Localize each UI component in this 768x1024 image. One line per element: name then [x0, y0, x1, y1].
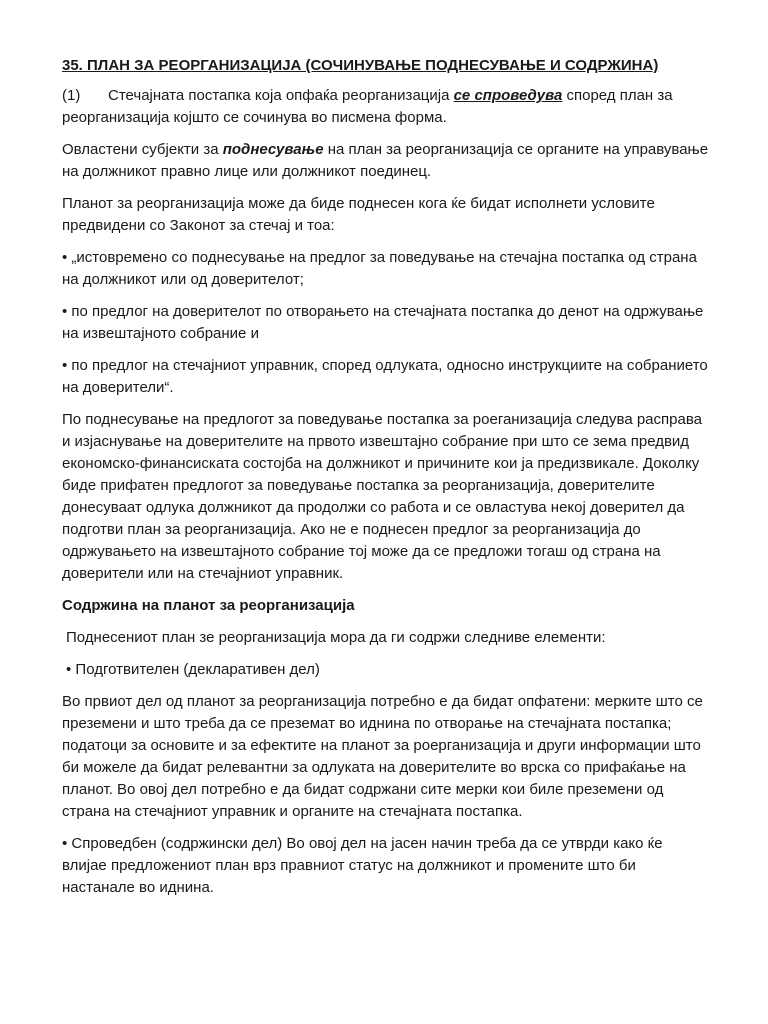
paragraph-4: По поднесување на предлогот за поведување постапка за роеганизација следува расправа и изјаснување на доверителите на првото извештајно собрание при што се зема предвид економско-финансиската состојба на должникот и причините кои ја предизвикале. Доколку биде прифатен предлогот за поведување постапка за реорганизација, доверителите донесуваат одлука должникот да продолжи со работа и се овластува некој доверител да подготви план за реорганизација. Ако не е поднесен предлог за реорганизација до одржувањето на извештајното собрание тој може да се предложи тогаш од страна на доверители или на стечајниот управник. [62, 411, 702, 582]
paragraph-5: Поднесениот план зе реорганизација мора да ги содржи следниве елементи: [66, 629, 606, 646]
paragraph-1 [62, 85, 710, 129]
page-title: 35. ПЛАН ЗА РЕОРГАНИЗАЦИЈА (СОЧИНУВАЊЕ ПОДНЕСУВАЊЕ И СОДРЖИНА) [62, 57, 659, 74]
bullet-item: • по предлог на доверителот по отворањето на стечајната постапка до денот на одржување на извештајното собрание и [62, 303, 704, 342]
paragraph-7: • Спроведбен (содржински дел) Во овој дел на јасен начин треба да се утврди како ќе влијае предложениот план врз правниот статус на должникот и промените што би настанале во иднина. [62, 835, 663, 896]
bullet-item-preparatory: • Подготвителен (декларативен дел) [66, 661, 320, 678]
bullet-item: • по предлог на стечајниот управник, според одлуката, односно инструкциите на собранието на доверители“. [62, 357, 708, 396]
paragraph-2-text-b: на план за реорганизација се органите на управување на должникот правно лице или должникот поединец. [62, 141, 709, 180]
paragraph-3: Планот за реорганизација може да биде поднесен кога ќе бидат исполнети условите предвидени со Законот за стечај и тоа: [62, 195, 655, 234]
paragraph-2-text-a: Овластени субјекти за [62, 141, 223, 158]
paragraph-6: Во првиот дел од планот за реорганизација потребно е да бидат опфатени: мерките што се преземени и што треба да се преземат во иднина по отворање на стечајната постапка; податоци за основите и за ефектите на планот за роерганизација и други информации што би можеле да бидат релевантни за одлуката на доверителите во врска со прифаќање на планот. Во овој дел потребно е да бидат содржани сите мерки кои биле преземени од страна на стечајниот управник и органите на стечајната постапка. [62, 693, 703, 820]
paragraph-1-text-b: според план за реорганизација којшто се сочинува во писмена форма. [62, 87, 673, 126]
paragraph-2 [62, 139, 710, 183]
section-subheading: Содржина на планот за реорганизација [62, 597, 355, 614]
paragraph-number: (1) [62, 87, 81, 104]
paragraph-1-emphasis: се спроведува [453, 87, 563, 104]
paragraph-2-emphasis: поднесување [222, 141, 324, 158]
bullet-item: • „истовремено со поднесување на предлог за поведување на стечајна постапка од страна на должникот или од доверителот; [62, 249, 697, 288]
paragraph-1-text-a: Стечајната постапка која опфаќа реорганизација [108, 87, 454, 104]
